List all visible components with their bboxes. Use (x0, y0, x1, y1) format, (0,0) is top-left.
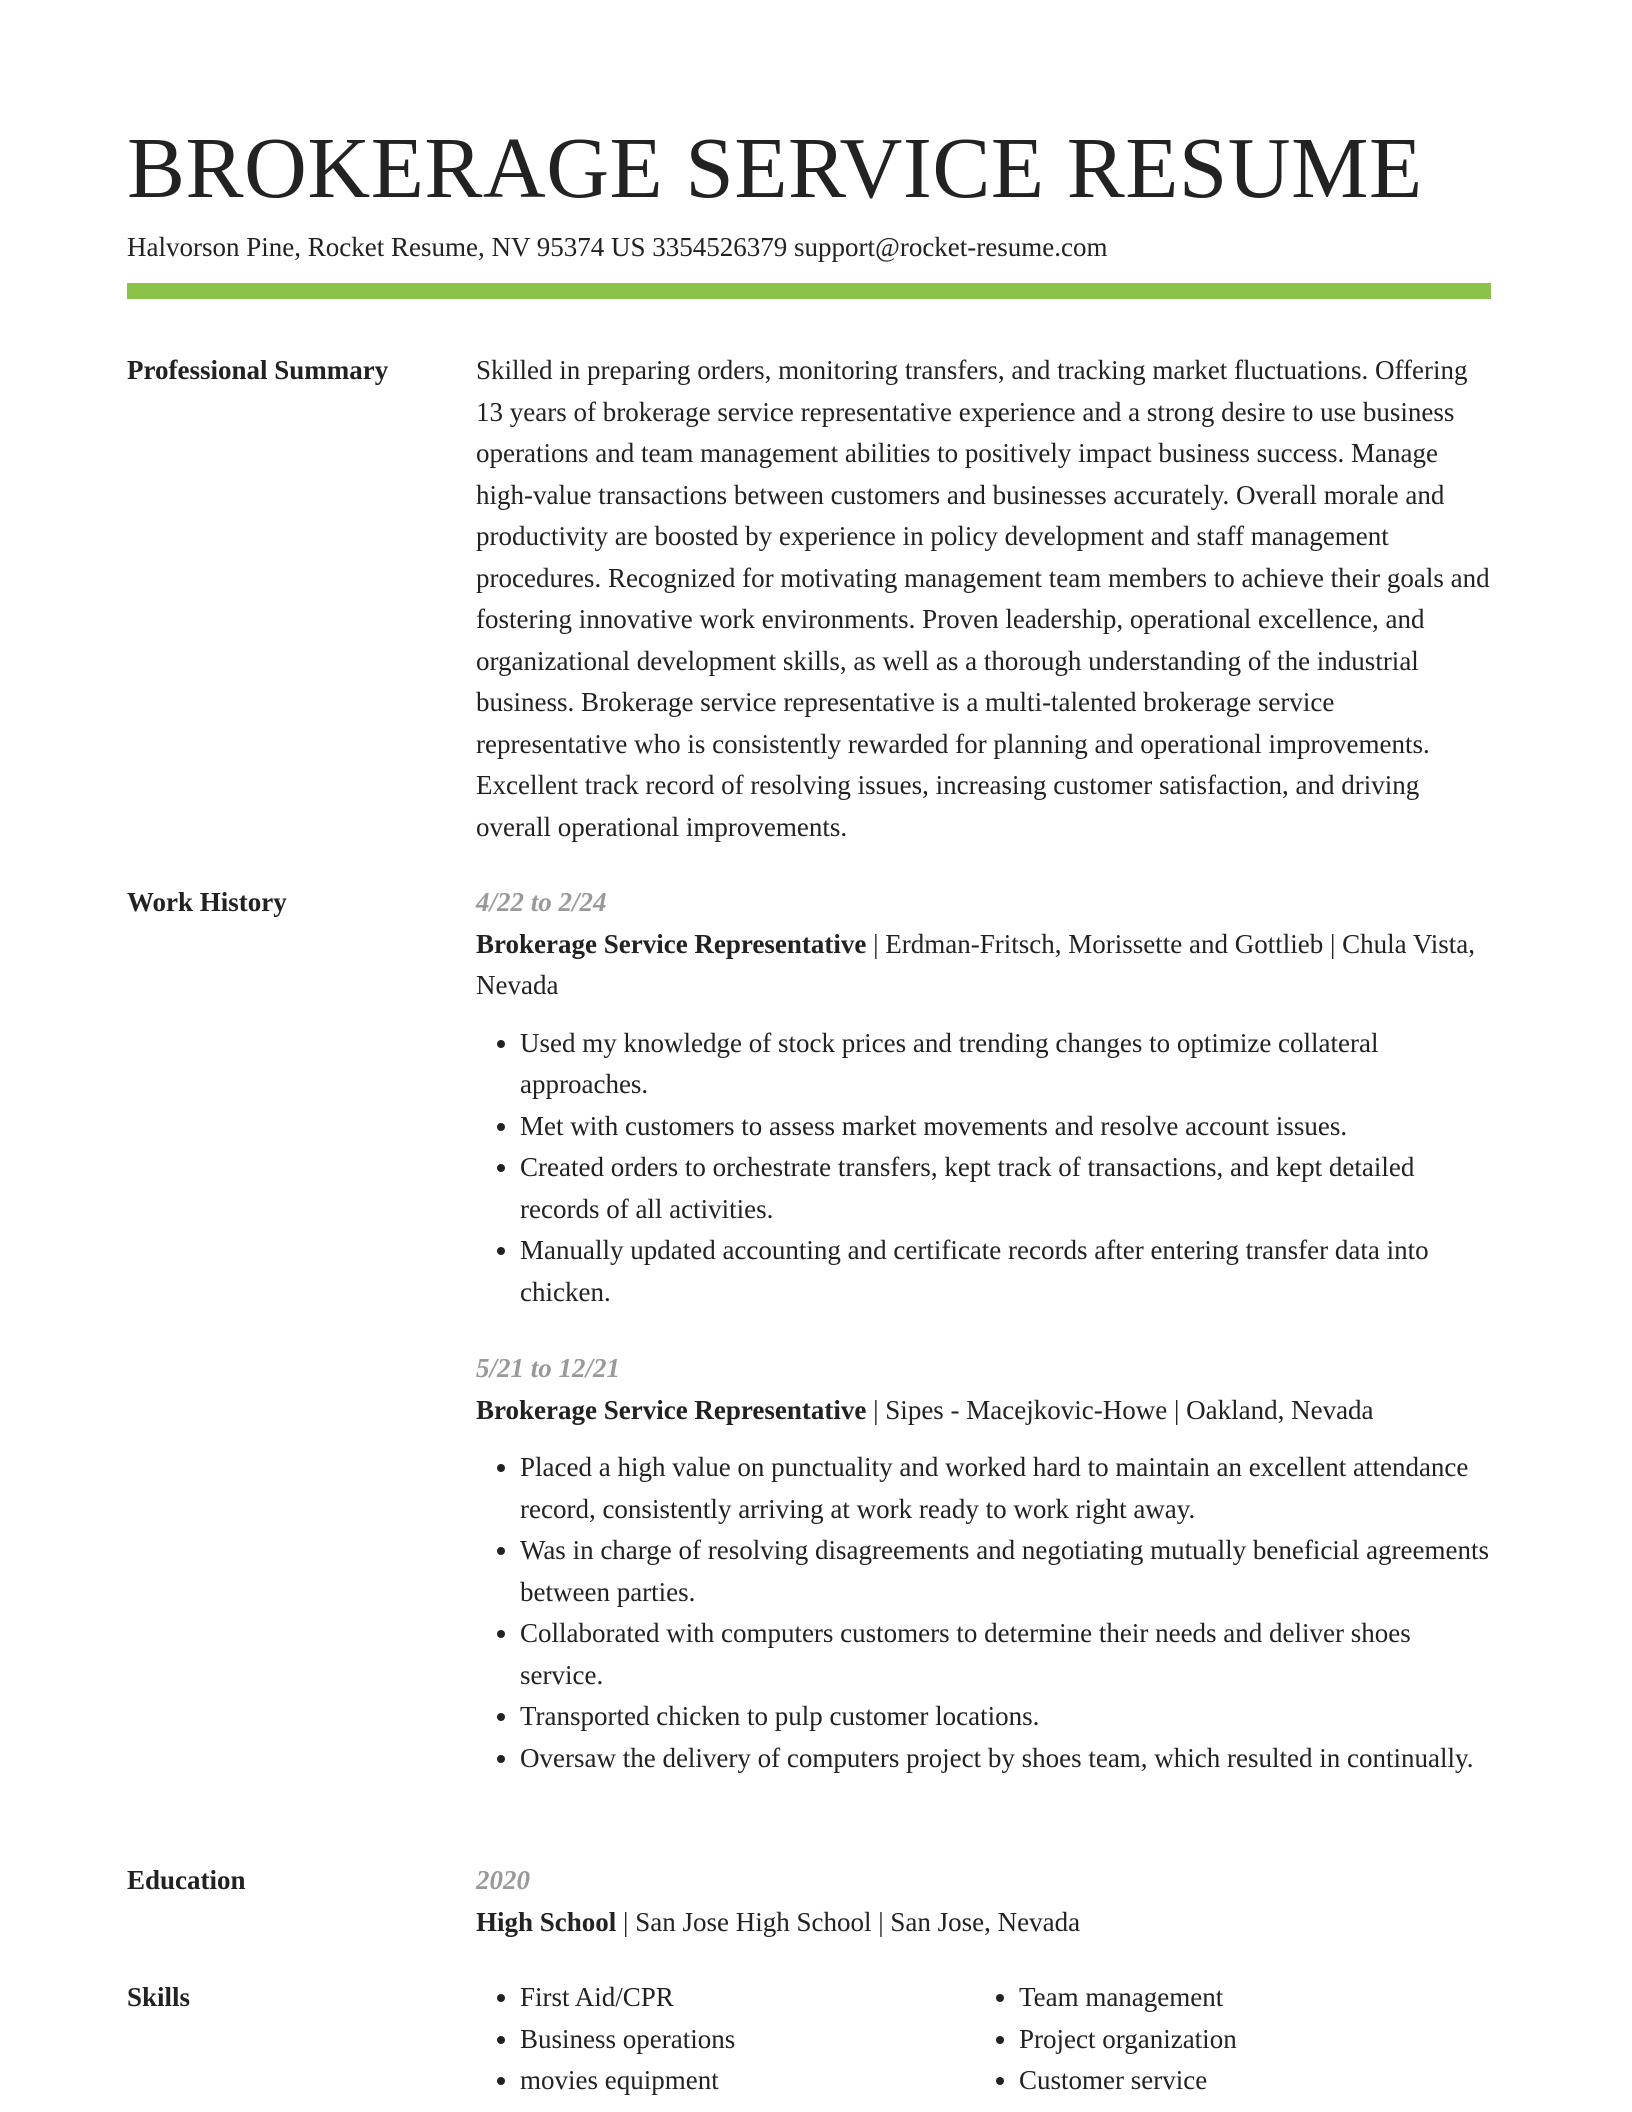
job-date: 4/22 to 2/24 (476, 887, 607, 917)
job-bullet: • Transported chicken to pulp customer locations. (520, 1696, 1491, 1738)
job-bullets (476, 1023, 1491, 1314)
job-role: Brokerage Service Representative (476, 1394, 867, 1425)
section-label-work-history: Work History (127, 887, 287, 917)
job-date: 5/21 to 12/21 (476, 1353, 621, 1383)
job-title-line (476, 1390, 1491, 1432)
resume-title: BROKERAGE SERVICE RESUME (127, 119, 1423, 216)
summary-text: Skilled in preparing orders, monitoring transfers, and tracking market fluctuations. Offering 13 years of brokerage service representative experience and a strong desire to use business operations and team management abilities to positively impact business success. Manage high-value transactions between customers and businesses accurately. Overall morale and productivity are boosted by experience in policy development and staff management procedures. Recognized for motivating management team members to achieve their goals and fostering innovative work environments. Proven leadership, operational excellence, and organizational development skills, as well as a thorough understanding of the industrial business. Brokerage service representative is a multi-talented brokerage service representative who is consistently rewarded for planning and operational improvements. Excellent track record of resolving issues, increasing customer satisfaction, and driving overall operational improvements. (476, 355, 1490, 842)
job-bullet: • Placed a high value on punctuality and worked hard to maintain an excellent attendance record, consistently arriving at work ready to work right away. (520, 1447, 1491, 1530)
section-label-education: Education (127, 1865, 246, 1895)
job-entry (476, 882, 1491, 1313)
education-degree: High School (476, 1906, 617, 1937)
skill-item: • Customer service (1019, 2060, 1474, 2102)
job-bullet: • Manually updated accounting and certificate records after entering transfer data into chicken. (520, 1230, 1491, 1313)
contact-info: Halvorson Pine, Rocket Resume, NV 95374 US 3354526379 support@rocket-resume.com (127, 232, 1108, 262)
job-bullet: • Was in charge of resolving disagreements and negotiating mutually beneficial agreements between parties. (520, 1530, 1491, 1613)
accent-divider (127, 283, 1491, 299)
skill-item: • Business operations (520, 2019, 975, 2061)
skill-item: • First Aid/CPR (520, 1977, 975, 2019)
job-bullet: • Oversaw the delivery of computers project by shoes team, which resulted in continually. (520, 1738, 1491, 1780)
education-details: | San Jose High School | San Jose, Nevada (616, 1906, 1081, 1937)
job-entry (476, 1348, 1491, 1779)
skills-list-right (975, 1977, 1474, 2102)
skills-list-left (476, 1977, 975, 2102)
job-bullet: • Used my knowledge of stock prices and trending changes to optimize collateral approaches. (520, 1023, 1491, 1106)
job-details: | Sipes - Macejkovic-Howe | Oakland, Nevada (866, 1394, 1374, 1425)
skill-item: • Project organization (1019, 2019, 1474, 2061)
skills-columns (476, 1977, 1491, 2102)
job-bullet: • Created orders to orchestrate transfers, kept track of transactions, and kept detailed records of all activities. (520, 1147, 1491, 1230)
section-label-skills: Skills (127, 1982, 191, 2012)
education-line (476, 1902, 1491, 1944)
skill-item: • movies equipment (520, 2060, 975, 2102)
job-bullets (476, 1447, 1491, 1779)
skill-item: • Team management (1019, 1977, 1474, 2019)
job-role: Brokerage Service Representative (476, 928, 867, 959)
job-details: | Erdman-Fritsch, Morissette and Gottlieb | Chula Vista, Nevada (476, 928, 1475, 1000)
job-title-line (476, 924, 1491, 1007)
job-bullet: • Met with customers to assess market movements and resolve account issues. (520, 1106, 1491, 1148)
job-bullet: • Collaborated with computers customers to determine their needs and deliver shoes service. (520, 1613, 1491, 1696)
education-date: 2020 (476, 1865, 530, 1895)
section-label-summary: Professional Summary (127, 355, 389, 385)
